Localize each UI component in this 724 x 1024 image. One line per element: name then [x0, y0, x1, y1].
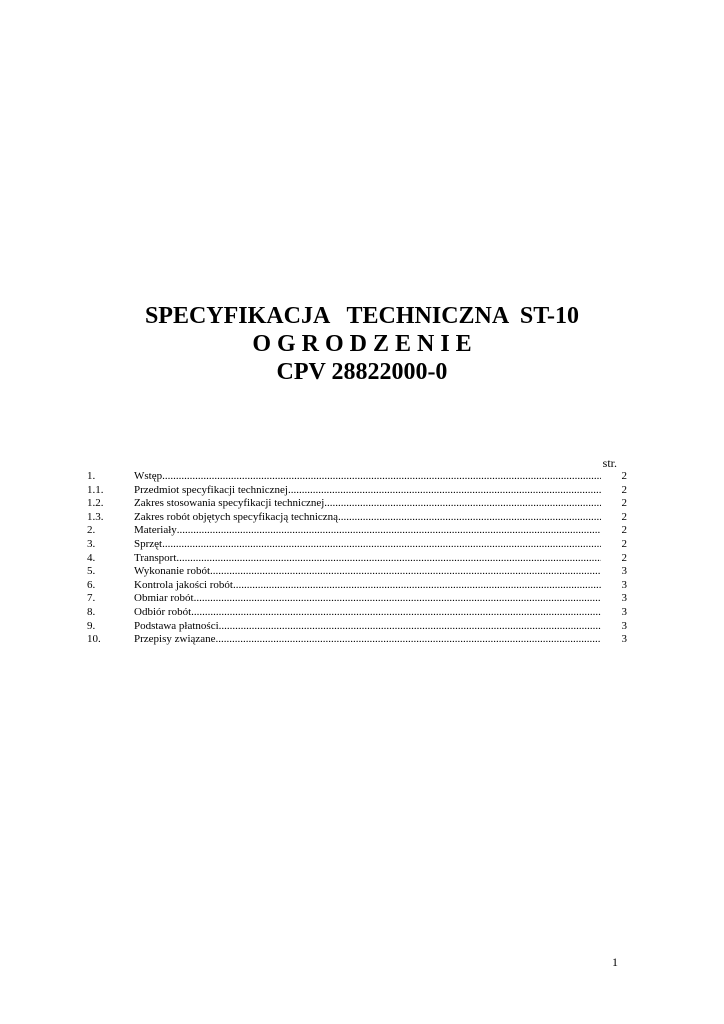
toc-section-number: 5.: [87, 565, 96, 578]
toc-page-number: 2: [621, 524, 627, 537]
toc-section-number: 10.: [87, 633, 101, 646]
toc-page-number: 2: [621, 551, 627, 564]
toc-page-number: 3: [621, 592, 627, 605]
toc-section-title: Podstawa płatności: [134, 619, 219, 632]
toc-row: [87, 511, 627, 525]
toc-page-number: 2: [621, 483, 627, 496]
toc-page-number: 2: [621, 510, 627, 523]
toc-row: [87, 524, 627, 538]
toc-leader-dots: [162, 470, 601, 484]
toc-section-title: Wstęp: [134, 470, 163, 482]
toc-page-column-label: str.: [602, 456, 617, 470]
toc-leader-dots: [219, 620, 601, 634]
toc-section-number: 1.2.: [87, 497, 104, 510]
toc-row: [87, 606, 627, 620]
toc-section-number: 8.: [87, 605, 96, 618]
toc-row: [87, 633, 627, 647]
toc-leader-dots: [324, 497, 601, 511]
toc-leader-dots: [288, 484, 601, 498]
title-specification: SPECYFIKACJA TECHNICZNA ST-10: [144, 303, 580, 329]
page-number: 1: [612, 955, 618, 969]
toc-leader-dots: [177, 524, 601, 538]
toc-page-number: 3: [621, 565, 627, 578]
toc-section-title: Kontrola jakości robót: [134, 578, 233, 591]
toc-section-title: Zakres robót objętych specyfikacją techniczną: [134, 510, 339, 523]
toc-page-number: 3: [621, 605, 627, 618]
toc-leader-dots: [216, 633, 601, 647]
toc-row: [87, 497, 627, 511]
toc-section-title: Przedmiot specyfikacji technicznej: [134, 483, 288, 496]
toc-section-title: Odbiór robót: [134, 605, 192, 618]
toc-page-number: 3: [621, 619, 627, 632]
toc-section-title: Wykonanie robót: [134, 565, 211, 578]
toc-section-number: 6.: [87, 578, 96, 591]
toc-section-title: Transport: [134, 551, 177, 564]
toc-row: [87, 470, 627, 484]
toc-section-number: 4.: [87, 551, 96, 564]
toc-page-number: 3: [621, 578, 627, 591]
toc-section-number: 1.1.: [87, 483, 104, 496]
toc-section-number: 7.: [87, 592, 96, 605]
toc-section-title: Sprzęt: [134, 537, 163, 550]
toc-section-number: 9.: [87, 619, 96, 632]
toc-leader-dots: [191, 606, 601, 620]
toc-leader-dots: [210, 565, 601, 579]
toc-section-title: Zakres stosowania specyfikacji technicznej: [134, 497, 325, 510]
toc-page-number: 2: [621, 537, 627, 550]
toc-leader-dots: [194, 592, 601, 606]
toc-row: [87, 620, 627, 634]
toc-page-number: 2: [621, 497, 627, 510]
document-title: [0, 302, 724, 386]
toc-row: [87, 552, 627, 566]
toc-page-number: 3: [621, 633, 627, 646]
toc-section-title: Obmiar robót: [134, 592, 194, 605]
title-cpv-code: CPV 28822000-0: [276, 359, 448, 385]
toc-leader-dots: [233, 579, 601, 593]
toc-leader-dots: [338, 511, 601, 525]
toc-row: [87, 579, 627, 593]
toc-page-header: [87, 456, 627, 470]
toc-page-number: 2: [621, 470, 627, 482]
toc-row: [87, 484, 627, 498]
toc-leader-dots: [176, 552, 601, 566]
toc-section-title: Przepisy związane: [134, 633, 216, 646]
toc-section-number: 3.: [87, 537, 96, 550]
toc-section-number: 1.3.: [87, 510, 104, 523]
toc-row: [87, 565, 627, 579]
toc-row: [87, 592, 627, 606]
toc-leader-dots: [162, 538, 601, 552]
table-of-contents: [87, 456, 627, 647]
toc-section-number: 2.: [87, 524, 96, 537]
toc-row: [87, 538, 627, 552]
toc-section-number: 1.: [87, 470, 96, 482]
toc-section-title: Materiały: [134, 524, 177, 537]
title-subject: O G R O D Z E N I E: [252, 331, 472, 357]
